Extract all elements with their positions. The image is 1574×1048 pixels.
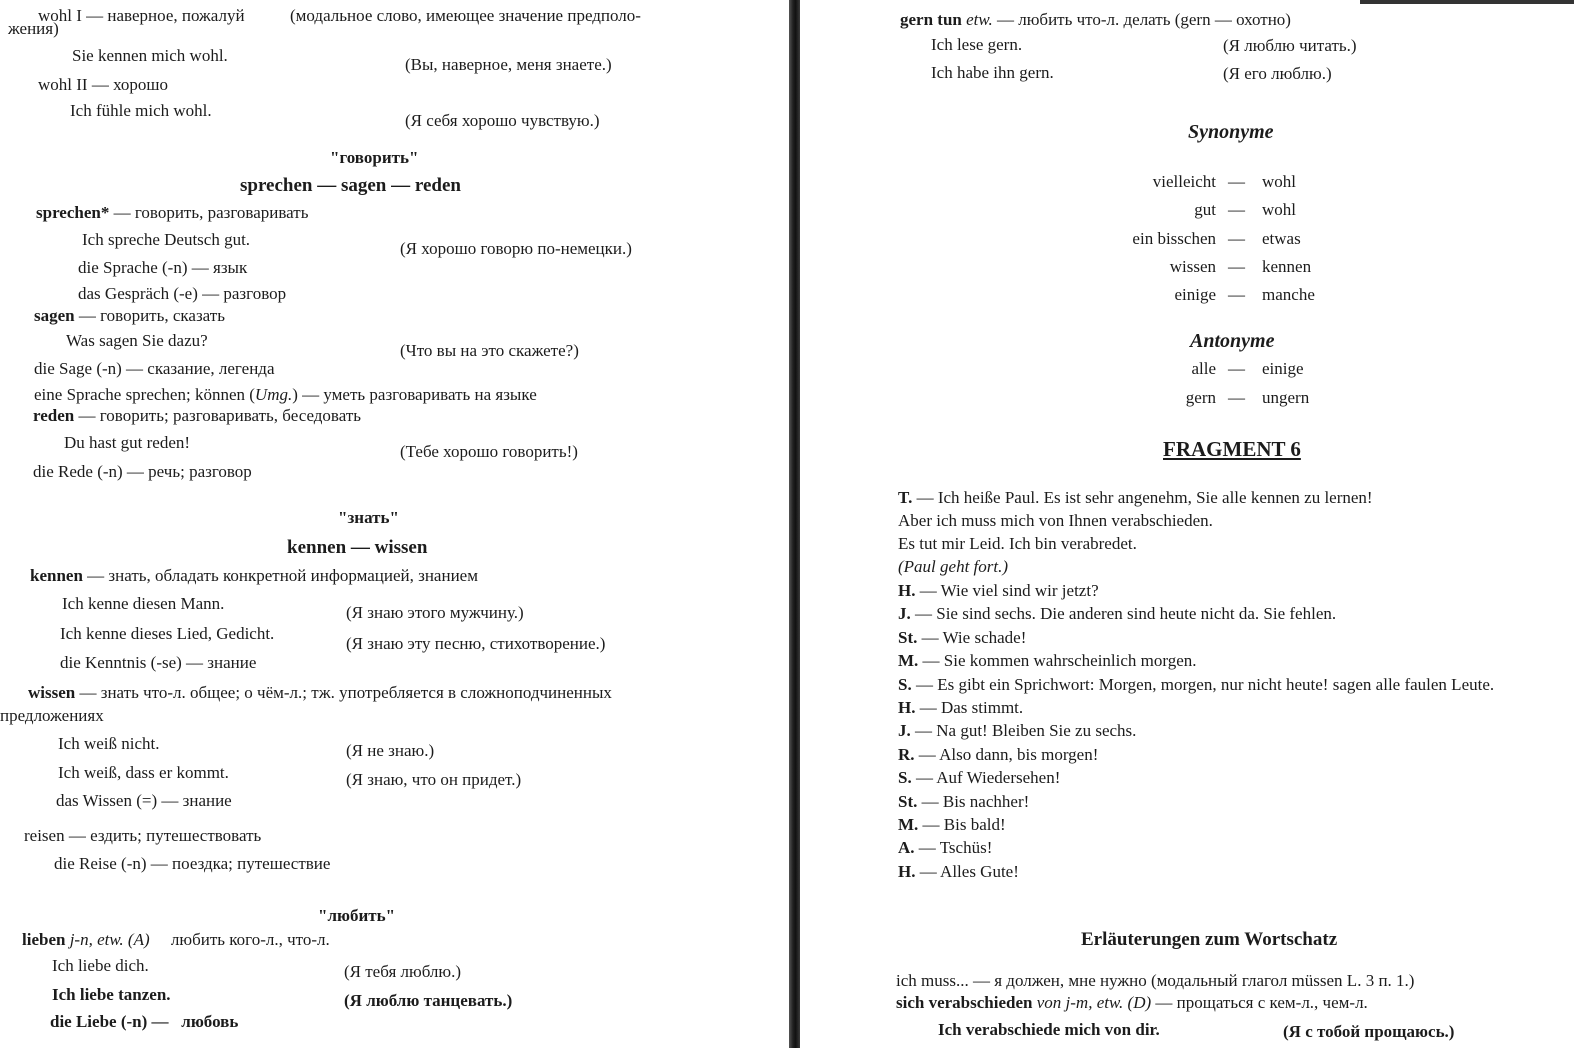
reden-entry: [33, 406, 361, 426]
pair-left-word: einige: [1174, 285, 1216, 305]
kennen-entry: [30, 566, 478, 586]
speaker: J.: [898, 604, 911, 624]
derived-entry: [50, 1012, 238, 1032]
example-ru: (Что вы на это скажете?): [400, 341, 579, 360]
definition: любить кого-л., что-л.: [170, 930, 330, 949]
example-ru: (Я его люблю.): [1223, 64, 1332, 83]
example-ru: (Я не знаю.): [346, 741, 435, 760]
pair-right-word: manche: [1262, 285, 1315, 305]
verabschieden-entry: [896, 993, 1368, 1013]
headword: sprechen*: [36, 203, 110, 222]
wissen-definition-cont: предложениях: [0, 706, 104, 725]
pair-right-word: ungern: [1262, 387, 1310, 407]
dialogue-line: Es tut mir Leid. Ich bin verabredet.: [898, 534, 1137, 553]
synonyme-title: Synonyme: [1188, 121, 1274, 143]
speaker: M.: [898, 815, 919, 834]
section-heading-de: kennen — wissen: [287, 537, 428, 558]
definition: — говорить, разговаривать: [113, 203, 309, 222]
dialogue-line: [898, 604, 1336, 624]
speaker: H.: [898, 861, 916, 881]
wohl2-entry: wohl II — хорошо: [38, 75, 169, 94]
example-ru: (Я знаю эту песню, стихотворение.): [346, 634, 606, 653]
liebe-ru: любовь: [181, 1012, 239, 1031]
wohl1-definition-cont: жения): [8, 19, 59, 38]
fragment-title: FRAGMENT 6: [1163, 437, 1301, 461]
phrase-entry: [34, 385, 537, 405]
speaker: A.: [898, 838, 915, 858]
pair-left-word: gut: [1194, 200, 1216, 220]
dialogue-line: [898, 815, 1006, 835]
example-ru: (Я себя хорошо чувствую.): [405, 111, 600, 130]
pair-left-word: alle: [1191, 359, 1216, 378]
pair-right-word: wohl: [1262, 172, 1296, 191]
object-marker: von j-m, etw. (D): [1036, 993, 1152, 1012]
example-de: Ich liebe tanzen.: [52, 985, 171, 1004]
pair-right-word: wohl: [1262, 200, 1296, 220]
example-de: Ich spreche Deutsch gut.: [82, 230, 251, 249]
speaker: J.: [898, 721, 911, 741]
example-de: Sie kennen mich wohl.: [72, 46, 228, 65]
headword: sagen: [34, 306, 75, 325]
usage-label: Umg.: [254, 385, 293, 404]
sagen-entry: [34, 306, 225, 326]
example-de: Ich liebe dich.: [52, 956, 149, 975]
derived-entry: die Sprache (-n) — язык: [78, 258, 248, 277]
example-de: Was sagen Sie dazu?: [66, 331, 208, 350]
phrase-part: eine Sprache sprechen; können (: [34, 385, 255, 404]
book-gutter: [789, 0, 800, 1048]
speaker: S.: [898, 768, 912, 788]
speech: — Tschüs!: [918, 838, 993, 858]
dialogue-line: Aber ich muss mich von Ihnen verabschieden.: [898, 511, 1213, 530]
dialogue-line: [898, 698, 1023, 718]
headword: gern tun: [900, 10, 962, 29]
wohl1-head: wohl I — наверное, пожалуй: [38, 6, 245, 25]
pair-dash: —: [1228, 285, 1245, 305]
example-ru: (Вы, наверное, меня знаете.): [405, 55, 612, 74]
pair-left-word: wissen: [1169, 256, 1216, 276]
dialogue-line: [898, 628, 1026, 648]
object-marker: j-n, etw. (A): [69, 930, 150, 949]
liebe-de: die Liebe (-n) —: [50, 1012, 169, 1031]
speech: — Na gut! Bleiben Sie zu sechs.: [915, 721, 1137, 741]
derived-entry: die Sage (-n) — сказание, легенда: [34, 359, 275, 378]
example-de: Ich verabschiede mich von dir.: [938, 1020, 1160, 1039]
pair-left-word: ein bisschen: [1132, 228, 1216, 248]
section-heading-ru: "говорить": [330, 148, 419, 167]
example-de: Ich lese gern.: [931, 35, 1023, 54]
speaker: St.: [898, 791, 918, 811]
speech: — Bis nachher!: [921, 791, 1030, 811]
pair-dash: —: [1228, 256, 1245, 276]
erlaeuterungen-title: Erläuterungen zum Wortschatz: [1081, 929, 1338, 950]
stage-direction: (Paul geht fort.): [898, 557, 1009, 576]
sprechen-entry: [36, 203, 308, 223]
dialogue-line: [898, 792, 1029, 812]
muss-entry: ich muss... — я должен, мне нужно (модальный глагол müssen L. 3 п. 1.): [896, 971, 1415, 990]
speech: — Ich heiße Paul. Es ist sehr angenehm, Sie alle kennen zu lernen!: [916, 488, 1373, 507]
headword: reden: [33, 406, 75, 425]
example-ru: (Я знаю этого мужчину.): [346, 603, 524, 622]
pair-left-word: gern: [1185, 387, 1216, 407]
pair-right-word: etwas: [1262, 228, 1301, 248]
lieben-entry: [22, 930, 330, 950]
dialogue-line: [898, 651, 1197, 671]
example-de: Ich weiß, dass er kommt.: [58, 763, 229, 782]
speech: — Alles Gute!: [919, 861, 1019, 881]
dialogue-line: [898, 488, 1373, 508]
gern-entry: [900, 10, 1291, 30]
speech: — Also dann, bis morgen!: [918, 744, 1099, 764]
speech: — Wie schade!: [921, 627, 1027, 647]
definition: — прощаться с кем-л., чем-л.: [1155, 993, 1368, 1012]
example-ru: (Я знаю, что он придет.): [346, 770, 522, 789]
example-de: Ich kenne dieses Lied, Gedicht.: [60, 624, 275, 643]
pair-right-word: einige: [1262, 359, 1304, 378]
speaker: M.: [898, 651, 919, 671]
dialogue-line: [898, 768, 1060, 788]
definition: — говорить, сказать: [78, 306, 225, 325]
derived-entry: das Gespräch (-e) — разговор: [78, 284, 287, 303]
speech: — Sie kommen wahrscheinlich morgen.: [922, 651, 1197, 671]
dialogue-line: [898, 721, 1136, 741]
reisen-entry: reisen — ездить; путешествовать: [24, 826, 262, 845]
page-edge-mark: [1360, 0, 1574, 4]
headword: sich verabschieden: [896, 993, 1033, 1012]
definition: — знать, обладать конкретной информацией, знанием: [87, 566, 478, 585]
speech: — Es gibt ein Sprichwort: Morgen, morgen, nur nicht heute! sagen alle faulen Leute.: [915, 674, 1495, 694]
right-page: [800, 0, 1574, 1048]
section-heading-de: sprechen — sagen — reden: [240, 175, 461, 196]
pair-dash: —: [1228, 387, 1245, 407]
wohl1-definition: (модальное слово, имеющее значение предполо-: [290, 6, 641, 25]
example-ru: (Я тебя люблю.): [344, 962, 462, 981]
speech: — Auf Wiedersehen!: [915, 768, 1061, 788]
speaker: T.: [898, 488, 913, 507]
definition: — говорить; разговаривать, беседовать: [78, 406, 362, 425]
headword: wissen: [28, 683, 76, 702]
antonyme-title: Antonyme: [1190, 330, 1275, 352]
speaker: S.: [898, 674, 912, 694]
derived-entry: die Reise (-n) — поездка; путешествие: [54, 854, 331, 873]
speech: — Bis bald!: [922, 815, 1006, 834]
example-ru: (Я хорошо говорю по-немецки.): [400, 239, 632, 258]
example-ru: (Тебе хорошо говорить!): [400, 442, 578, 461]
pair-right-word: kennen: [1262, 256, 1312, 276]
speaker: H.: [898, 698, 916, 717]
speech: — Das stimmt.: [919, 698, 1024, 717]
pair-dash: —: [1228, 172, 1245, 191]
pair-dash: —: [1228, 359, 1245, 378]
example-de: Ich kenne diesen Mann.: [62, 594, 225, 613]
speaker: R.: [898, 744, 915, 764]
speaker: St.: [898, 627, 918, 647]
pair-dash: —: [1228, 200, 1245, 220]
example-ru: (Я с тобой прощаюсь.): [1283, 1022, 1455, 1041]
example-de: Ich fühle mich wohl.: [70, 101, 212, 120]
wissen-entry: [28, 683, 612, 703]
headword: kennen: [30, 566, 83, 585]
section-heading-ru: "знать": [338, 508, 399, 527]
speech: — Sie sind sechs. Die anderen sind heute nicht da. Sie fehlen.: [915, 604, 1337, 624]
example-ru: (Я люблю читать.): [1223, 36, 1357, 55]
example-de: Ich weiß nicht.: [58, 734, 160, 753]
derived-entry: die Kenntnis (-se) — знание: [60, 653, 257, 672]
derived-entry: das Wissen (=) — знание: [56, 791, 232, 810]
dialogue-line: [898, 745, 1098, 765]
example-ru: (Я люблю танцевать.): [344, 991, 513, 1010]
example-de: Du hast gut reden!: [64, 433, 191, 452]
speech: — Wie viel sind wir jetzt?: [919, 581, 1099, 600]
example-de: Ich habe ihn gern.: [931, 63, 1054, 82]
pair-dash: —: [1228, 228, 1245, 248]
speaker: H.: [898, 581, 916, 600]
dialogue-line: [898, 675, 1494, 695]
definition: — знать что-л. общее; о чём-л.; тж. употребляется в сложноподчиненных: [79, 683, 612, 702]
dialogue-line: [898, 838, 992, 858]
section-heading-ru: "любить": [318, 906, 396, 925]
phrase-part: ) — уметь разговаривать на языке: [292, 385, 537, 404]
pair-left-word: vielleicht: [1152, 172, 1216, 191]
dialogue-line: [898, 581, 1099, 601]
dialogue-line: [898, 862, 1019, 882]
definition: — любить что-л. делать (gern — охотно): [996, 10, 1291, 29]
object-marker: etw.: [966, 10, 993, 29]
derived-entry: die Rede (-n) — речь; разговор: [33, 462, 252, 481]
headword: lieben: [22, 930, 66, 949]
